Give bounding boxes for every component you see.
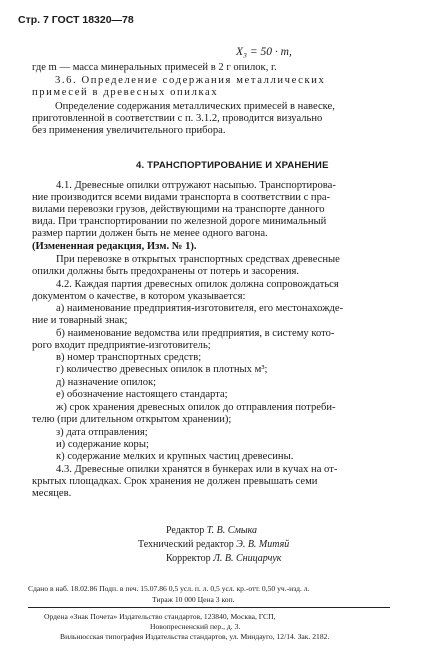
list-item-a-1: а) наименование предприятия-изготовителя, его местонахожде- <box>56 303 344 314</box>
imprint-line-3: Ордена «Знак Почета» Издательство стандартов, 123840, Москва, ГСП, <box>44 612 276 621</box>
page-header: Стр. 7 ГОСТ 18320—78 <box>18 14 134 26</box>
imprint-line-4: Новопресненский пер., д. 3. <box>150 622 241 631</box>
clause-3-6-heading-2: примесей в древесных опилках <box>32 87 219 98</box>
list-item-z: з) дата отправления; <box>56 427 148 438</box>
imprint-line-5: Вильнюсская типография Издательства стандартов, ул. Миндауго, 12/14. Зак. 2182. <box>60 632 330 641</box>
clause-3-6-heading-1: 3.6. Определение содержания металлических <box>55 75 326 86</box>
list-item-i: и) содержание коры; <box>56 439 149 450</box>
p4-2-line-2: документом о качестве, в котором указывается: <box>32 291 246 302</box>
p-open-line-2: опилки должны быть предохранены от потерь и засорения. <box>32 266 300 277</box>
p4-1-line-2: ние производится всеми видами транспорта в соответствии с пра- <box>32 192 331 203</box>
where-line: где m — масса минеральных примесей в 2 г опилок, г. <box>32 62 277 73</box>
list-item-zh-1: ж) срок хранения древесных опилок до отправления потреби- <box>56 402 336 413</box>
credit-corrector-role: Корректор <box>166 553 211 564</box>
p4-1-line-4: вида. При транспортировании по железной дороге минимальный <box>32 216 327 227</box>
p4-1-line-1: 4.1. Древесные опилки отгружают насыпью. Транспортирова- <box>56 180 336 191</box>
list-item-g: г) количество древесных опилок в плотных м³; <box>56 364 268 375</box>
imprint-divider <box>28 607 390 608</box>
p-open-line-1: При перевозке в открытых транспортных средствах древесные <box>56 254 340 265</box>
section-4-title: 4. ТРАНСПОРТИРОВАНИЕ И ХРАНЕНИЕ <box>136 160 329 171</box>
clause-3-6-body-3: без применения увеличительного прибора. <box>32 125 226 136</box>
list-item-b-2: рого входит предприятие-изготовитель; <box>32 340 211 351</box>
imprint-line-1: Сдано в наб. 18.02.86 Подп. в печ. 15.07.86 0,5 усл. п. л. 0,5 усл. кр.-отт. 0,50 уч.-изд. л. <box>28 584 310 593</box>
credit-tech-editor-role: Технический редактор <box>138 539 234 550</box>
formula: X₃ = 50 · m, <box>236 46 292 58</box>
credit-tech-editor <box>138 539 289 551</box>
clause-3-6-body-1: Определение содержания металлических примесей в навеске, <box>55 101 335 112</box>
list-item-a-2: ние и товарный знак; <box>32 315 128 326</box>
list-item-b-1: б) наименование ведомства или предприятия, в систему кото- <box>56 328 335 339</box>
p4-3-line-2: крытых площадках. Срок хранения не должен превышать семи <box>32 476 318 487</box>
list-item-d: д) назначение опилок; <box>56 377 157 388</box>
p4-3-line-3: месяцев. <box>32 488 72 499</box>
p4-3-line-1: 4.3. Древесные опилки хранятся в бункерах или в кучах на от- <box>56 464 338 475</box>
list-item-zh-2: телю (при длительном открытом хранении); <box>32 414 232 425</box>
credit-editor <box>166 525 257 537</box>
credit-corrector-name: Л. В. Сницарчук <box>213 553 282 564</box>
p4-1-line-5: размер партии должен быть не менее одного вагона. <box>32 228 268 239</box>
clause-3-6-body-2: приготовленной в соответствии с п. 3.1.2, проводится визуально <box>32 113 323 124</box>
list-item-v: в) номер транспортных средств; <box>56 352 202 363</box>
credit-editor-name: Т. В. Смыка <box>206 525 258 536</box>
p4-1-line-3: вилами перевозки грузов, действующими на транспорте данного <box>32 204 325 215</box>
imprint-line-2: Тираж 10 000 Цена 3 коп. <box>152 595 235 604</box>
p4-2-line-1: 4.2. Каждая партия древесных опилок должна сопровождаться <box>56 279 339 290</box>
credit-editor-role: Редактор <box>166 525 205 536</box>
credit-corrector <box>166 553 281 565</box>
list-item-e: е) обозначение настоящего стандарта; <box>56 389 228 400</box>
credit-tech-editor-name: Э. В. Митяй <box>236 539 290 550</box>
edition-note: (Измененная редакция, Изм. № 1). <box>32 241 197 252</box>
list-item-k: к) содержание мелких и крупных частиц древесины. <box>56 451 294 462</box>
